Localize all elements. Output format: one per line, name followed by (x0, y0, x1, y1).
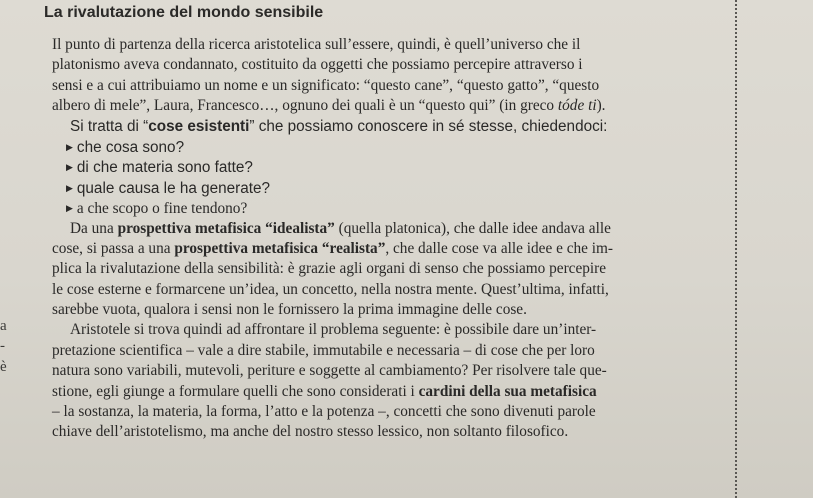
text-line (52, 219, 728, 239)
text-line (52, 361, 728, 381)
text-line (52, 259, 728, 279)
margin-fragment: è (0, 359, 7, 375)
text-line (52, 96, 728, 116)
text-run: sensi e a cui attribuiamo un nome e un significato: “questo cane”, “questo gatto”, “questo (52, 76, 600, 94)
text-run: a che scopo o fine tendono? (76, 200, 248, 218)
bullet-icon: ▶ (66, 182, 73, 193)
section-title: La rivalutazione del mondo sensibile (44, 4, 324, 21)
text-line (52, 239, 728, 259)
body-text (52, 35, 728, 443)
text-run: ). (596, 97, 606, 115)
text-run: Il punto di partenza della ricerca aristotelica sull’essere, quindi, è quell’universo che il (52, 36, 581, 53)
text-line (52, 402, 728, 422)
text-run: ” che possiamo conoscere in sé stesse, chiedendoci: (249, 117, 608, 135)
text-run: , che dalle cose va alle idee e che im- (385, 239, 613, 257)
text-run: platonismo aveva condannato, costituito da oggetti che possiamo percepire attraverso i (52, 56, 583, 74)
text-run: Da una (70, 219, 118, 237)
text-run: pretazione scientifica – vale a dire stabile, immutabile e necessaria – di cose che per loro (52, 341, 595, 359)
text-run: stione, egli giunge a formulare quelli che sono considerati i (52, 382, 419, 400)
text-line (52, 55, 728, 75)
bullet-item (52, 137, 728, 157)
text-line (52, 35, 728, 55)
text-line (52, 382, 728, 402)
text-run: di che materia sono fatte? (76, 159, 253, 177)
text-run: quale causa le ha generate? (76, 179, 270, 197)
text-run: chiave dell’aristotelismo, ma anche del nostro stesso lessico, non soltanto filosofico. (52, 423, 569, 441)
bullet-item (52, 178, 728, 198)
text-run: (quella platonica), che dalle idee andava alle (334, 219, 611, 237)
text-line (52, 300, 728, 320)
text-run: che cosa sono? (76, 138, 185, 156)
text-run: cose, si passa a una (52, 239, 175, 257)
margin-fragment: - (0, 338, 5, 354)
text-line (52, 280, 728, 300)
text-line (52, 341, 728, 361)
bullet-item (52, 198, 728, 218)
text-run: plica la rivalutazione della sensibilità: è grazie agli organi di senso che possiamo percepire (52, 260, 607, 278)
text-line (52, 422, 728, 442)
text-run: – la sostanza, la materia, la forma, l’atto e la potenza –, concetti che sono divenuti parole (52, 403, 596, 421)
text-run: tóde ti (557, 97, 597, 115)
text-run: Aristotele si trova quindi ad affrontare il problema seguente: è possibile dare un’inter- (70, 321, 597, 339)
bullet-icon: ▶ (66, 203, 73, 214)
text-run: albero di mele”, Laura, Francesco…, ognuno dei quali è un “questo qui” (in greco (52, 97, 558, 115)
text-run: sarebbe vuota, qualora i sensi non le fornissero la prima immagine delle cose. (52, 301, 527, 319)
text-run: cardini della sua metafisica (418, 382, 597, 400)
text-run: prospettiva metafisica “realista” (174, 239, 386, 257)
text-line (52, 320, 728, 340)
text-line (52, 76, 728, 96)
text-run: prospettiva metafisica “idealista” (117, 219, 335, 237)
text-run: Si tratta di “ (70, 117, 149, 135)
margin-fragment: a (0, 318, 7, 334)
bullet-icon: ▶ (66, 162, 73, 173)
dotted-margin-rule (735, 0, 737, 498)
bullet-item (52, 157, 728, 177)
bullet-icon: ▶ (66, 141, 73, 152)
text-run: cose esistenti (148, 117, 250, 135)
text-run: natura sono variabili, mutevoli, periture e soggette al cambiamento? Per risolvere tale que- (52, 362, 607, 380)
text-run: le cose esterne e formarcene un’idea, un concetto, nella nostra mente. Quest’ultima, infatti, (52, 280, 609, 298)
text-line (52, 117, 728, 137)
